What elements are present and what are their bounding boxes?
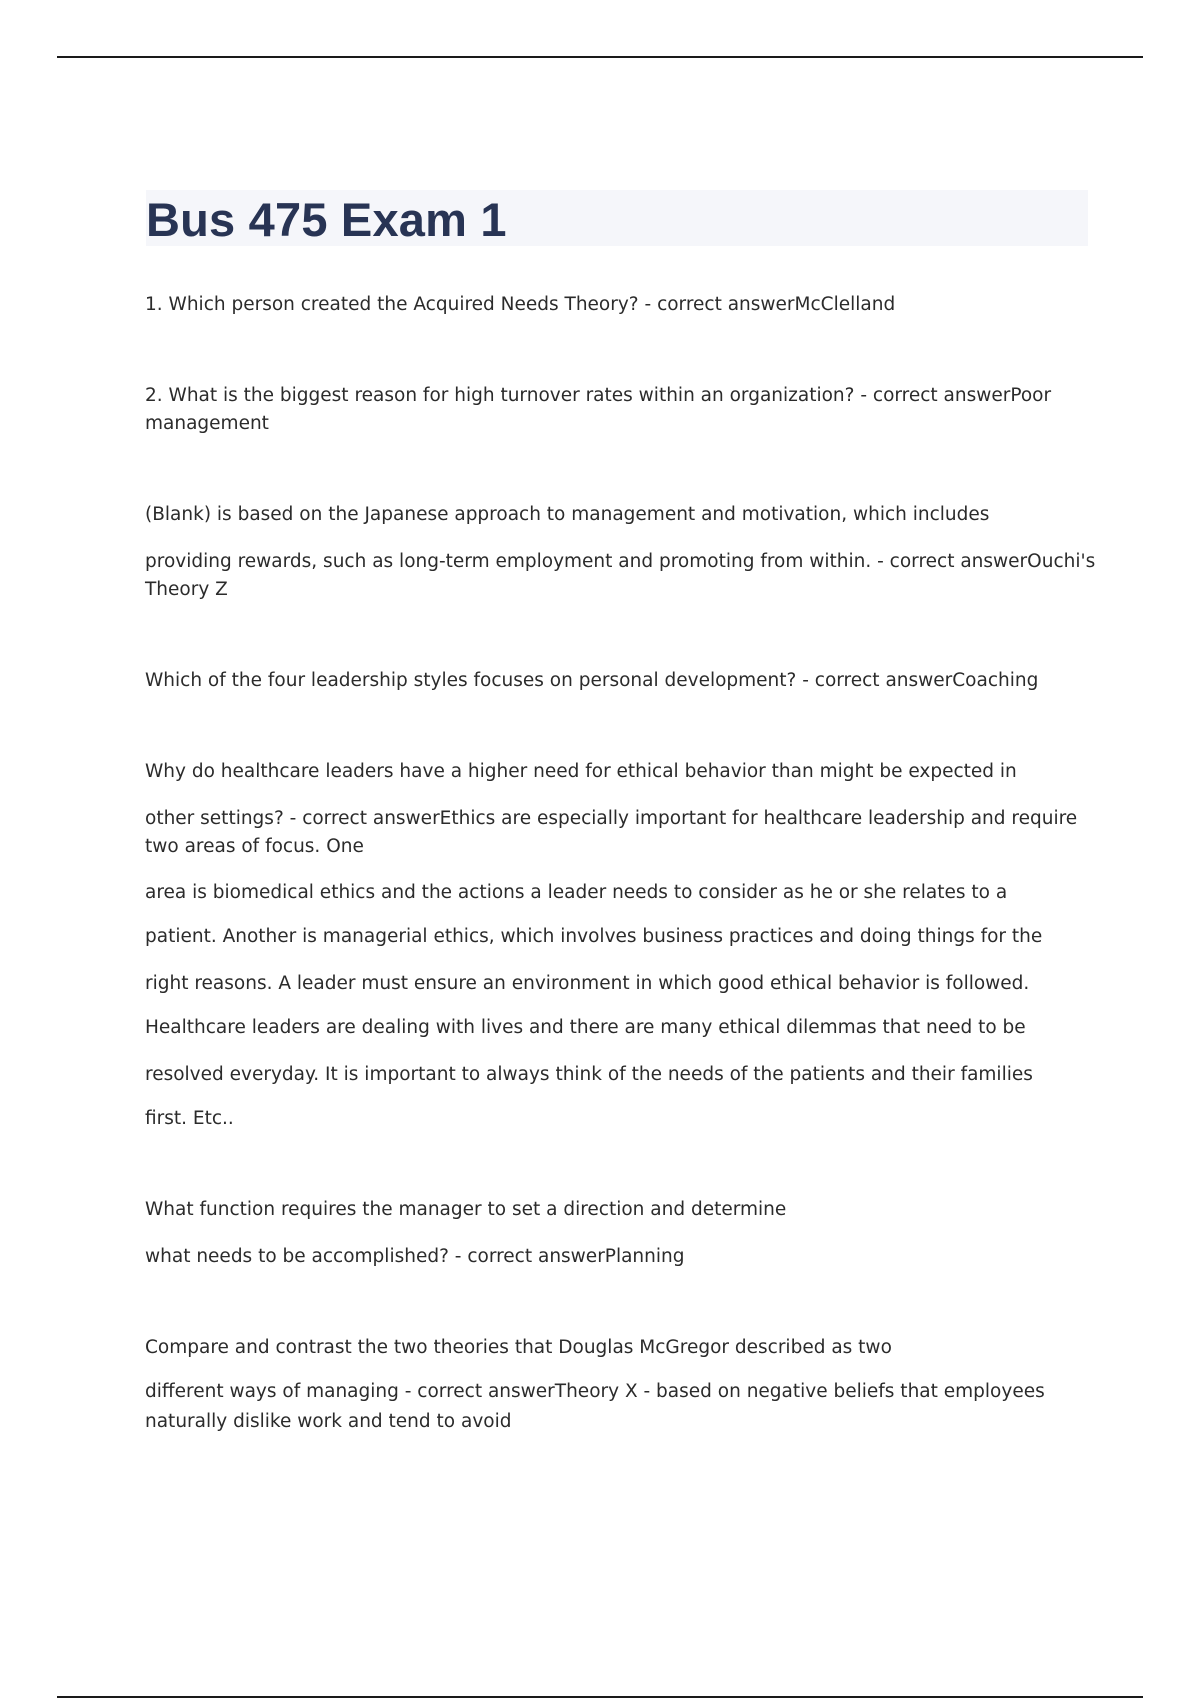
question-5-answer-line: first. Etc..	[145, 1108, 234, 1129]
question-5-answer-line: area is biomedical ethics and the actions a leader needs to consider as he or she relates to a	[145, 882, 1008, 903]
question-2-text: 2. What is the biggest reason for high turnover rates within an organization? - correct answerPoor	[145, 385, 1052, 406]
question-5-answer-line: right reasons. A leader must ensure an environment in which good ethical behavior is followed.	[145, 973, 1030, 994]
page-title: Bus 475 Exam 1	[146, 193, 507, 246]
question-7-answer-cont: naturally dislike work and tend to avoid	[145, 1411, 512, 1432]
question-6-text-cont: what needs to be accomplished? - correct answerPlanning	[145, 1246, 685, 1267]
question-7-text-cont: different ways of managing - correct answerTheory X - based on negative beliefs that employees	[145, 1381, 1045, 1402]
question-3-answer-cont: Theory Z	[145, 579, 228, 600]
question-3-text-cont: providing rewards, such as long-term employment and promoting from within. - correct answerOuchi's	[145, 551, 1096, 572]
question-4-text: Which of the four leadership styles focuses on personal development? - correct answerCoaching	[145, 670, 1039, 691]
question-3-text: (Blank) is based on the Japanese approach to management and motivation, which includes	[145, 504, 990, 525]
question-5-text: Why do healthcare leaders have a higher need for ethical behavior than might be expected in	[145, 761, 1017, 782]
question-5-answer-line: Healthcare leaders are dealing with lives and there are many ethical dilemmas that need to be	[145, 1017, 1026, 1038]
question-5-answer-line: resolved everyday. It is important to always think of the needs of the patients and their families	[145, 1064, 1033, 1085]
question-1-text: 1. Which person created the Acquired Needs Theory? - correct answerMcClelland	[145, 294, 896, 315]
question-5-text-cont: other settings? - correct answerEthics are especially important for healthcare leadership and require	[145, 808, 1078, 829]
bottom-rule	[57, 1696, 1143, 1698]
question-2-text-cont: management	[145, 413, 269, 434]
question-5-answer-line: two areas of focus. One	[145, 836, 364, 857]
question-7-text: Compare and contrast the two theories that Douglas McGregor described as two	[145, 1337, 892, 1358]
top-rule	[57, 56, 1143, 58]
question-6-text: What function requires the manager to set a direction and determine	[145, 1199, 787, 1220]
question-5-answer-line: patient. Another is managerial ethics, which involves business practices and doing things for the	[145, 926, 1043, 947]
